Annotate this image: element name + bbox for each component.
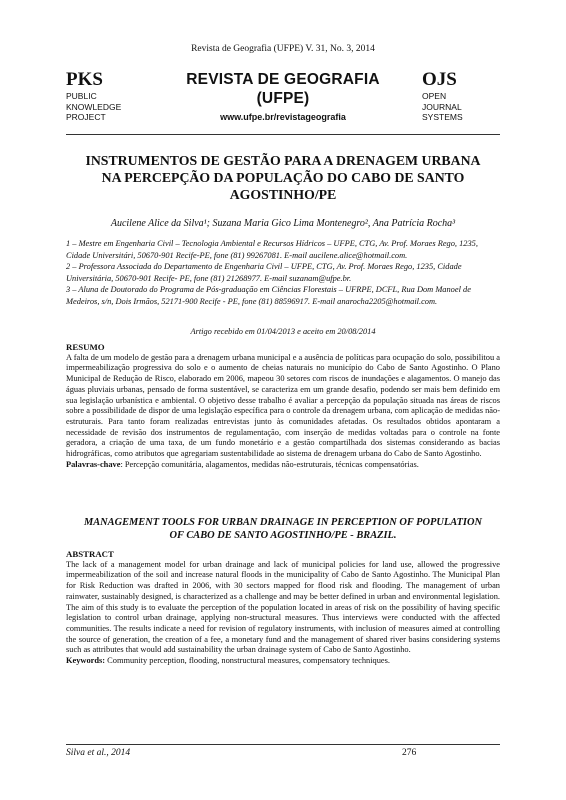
- pks-logo: [66, 70, 121, 123]
- affiliation-item: 1 – Mestre em Engenharia Civil – Tecnologia Ambiental e Recursos Hídricos – UFPE, CTG, Av. Prof. Moraes Rego, 1235, Cidade Universitári, 50670-901 Recife-PE, fone (81) 99267081. E-mail aucilene.alice@hotmail.com.: [66, 239, 478, 260]
- pks-logo-line: PROJECT: [66, 112, 106, 123]
- abstract-keywords: [66, 656, 500, 667]
- ojs-logo-title: OJS: [422, 69, 457, 90]
- affiliations: [66, 238, 500, 308]
- masthead-title: REVISTA DE GEOGRAFIA: [186, 71, 380, 88]
- affiliation-item: 3 – Aluna de Doutorado do Programa de Pós-graduação em Ciências Florestais – UFRPE, DCFL, Rua Dom Manoel de Medeiros, s/n, Dois Irmãos, 52171-900 Recife - PE, fone (81) 88596917. E-mail anarocha2205@hotmail.com.: [66, 285, 471, 306]
- ojs-logo-line: JOURNAL: [422, 101, 462, 112]
- journal-masthead: [150, 70, 416, 122]
- author-list: Aucilene Alice da Silva¹; Suzana Maria Gico Lima Montenegro², Ana Patrícia Rocha³: [110, 218, 456, 229]
- resumo-heading: RESUMO: [66, 342, 105, 352]
- resumo-keywords-text: : Percepção comunitária, alagamentos, medidas não-estruturais, técnicas compensatórias.: [120, 459, 419, 469]
- abstract-keywords-text: Community perception, flooding, nonstructural measures, compensatory techniques.: [105, 656, 390, 666]
- resumo-text: A falta de um modelo de gestão para a drenagem urbana municipal e a ausência de políticas para ocupação do solo, possibilitou a impermeabilização progressiva do solo e o aumento de cheias naturais no município do Cabo de Santo Agostinho. O Plano Municipal de Redução de Risco, elaborado em 2006, mapeou 30 setores com riscos de inundações e alagamentos. O manejo das águas pluviais urbanas, pensado de forma sustentável, se caracteriza em um grande desafio, podendo ser mais bem definido em sua legislação urbanística e ambiental. O objetivo desse trabalho é avaliar a percepção da população situada nas áreas de riscos sobre a possibilidade de dispor de uma legislação específica para o controle da drenagem urbana, com aplicação de medidas não-estruturais. Para tanto foram realizadas entrevistas junto às comunidades afetadas. Os resultados obtidos apontaram a necessidade de revisão dos instrumentos de regulamentação, com inserção de medidas voltadas para o controle na fonte geradora, a criação de uma taxa, de um fundo monetário e a gestão compartilhada dos sistemas considerando as bacias hidrográficas, como atributos que agregariam sustentabilidade ao sistema de drenagem urbana do Cabo de Santo Agostinho.: [66, 352, 500, 459]
- page-number: 276: [402, 748, 417, 758]
- abstract-heading: ABSTRACT: [66, 549, 114, 559]
- resumo-keywords-label: Palavras-chave: [66, 459, 121, 469]
- pks-logo-title: PKS: [66, 69, 103, 90]
- journal-issue-line: Revista de Geografia (UFPE) V. 31, No. 3, 2014: [191, 44, 375, 54]
- abstract-section: [66, 549, 500, 667]
- pks-logo-line: PUBLIC: [66, 91, 97, 101]
- resumo-keywords: [66, 460, 500, 471]
- ojs-logo: [422, 70, 463, 123]
- received-date: Artigo recebido em 01/04/2013 e aceito em 20/08/2014: [190, 327, 376, 336]
- masthead-subtitle: (UFPE): [256, 90, 310, 107]
- header-divider: [66, 134, 500, 135]
- abstract-text: The lack of a management model for urban drainage and lack of municipal policies for land use, allowed the progressive impermeabilization of the soil and increase natural floods in the municipality of Cabo de Santo Agostinho. The Municipal Plan for Risk Reduction was drafted in 2006, with 30 sectors mapped for flood risk and flooding. The management of urban rainwater, sustainably designed, is characterized as a challenge and may be better defined in urban and environmental legislation. The aim of this study is to evaluate the perception of the population located in areas of risk on the possibility of having specific legislation to control urban drainage, applying non-structural measures. Thus interviews were conducted with the affected communities. The results indicate a need for revision of regulatory instruments, with inclusion of measures aimed at controlling the source of generation, the creation of a fee, a monetary fund and the management of shared river basins considering systems such as attributes that would add sustainability the urban drainage system of Cabo de Santo Agostinho.: [66, 559, 500, 655]
- footer-divider: [66, 744, 500, 745]
- resumo-section: [66, 342, 500, 470]
- footer-citation: Silva et al., 2014: [66, 748, 131, 758]
- ojs-logo-line: SYSTEMS: [422, 112, 463, 123]
- pks-logo-line: KNOWLEDGE: [66, 101, 122, 112]
- ojs-logo-line: OPEN: [422, 91, 447, 101]
- journal-url[interactable]: www.ufpe.br/revistageografia: [220, 112, 346, 122]
- english-title: MANAGEMENT TOOLS FOR URBAN DRAINAGE IN PERCEPTION OF POPULATION OF CABO DE SANTO AGOSTINHO/PE - BRAZIL.: [84, 517, 482, 541]
- affiliation-item: 2 – Professora Associada do Departamento de Engenharia Civil – UFPE, CTG, Av. Prof. Moraes Rego, 1235, Cidade Universitária, 50670-901 Recife- PE, fone (81) 21268977. E-mail suzanam@ufpe.br.: [66, 262, 462, 283]
- abstract-keywords-label: Keywords:: [66, 656, 106, 666]
- article-title: INSTRUMENTOS DE GESTÃO PARA A DRENAGEM URBANA NA PERCEPÇÃO DA POPULAÇÃO DO CABO DE SANTO AGOSTINHO/PE: [85, 153, 481, 202]
